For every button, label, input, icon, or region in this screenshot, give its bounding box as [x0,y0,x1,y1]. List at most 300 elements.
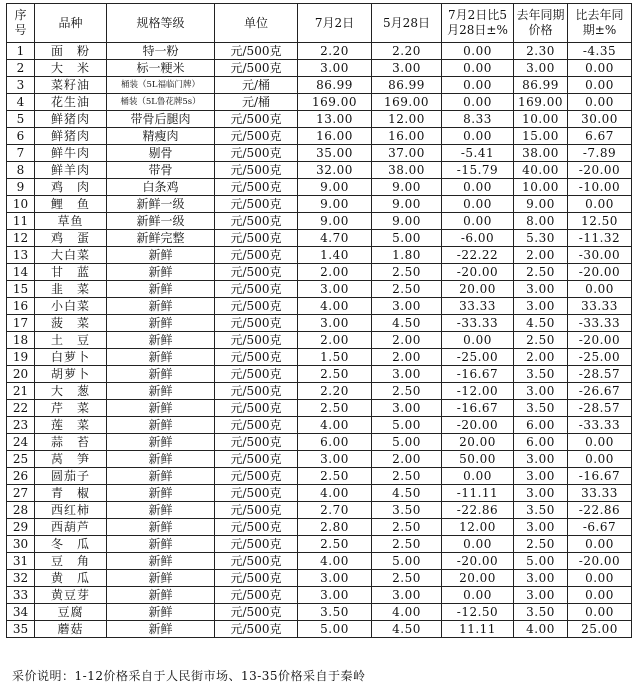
row-variety: 青 椒 [35,485,107,502]
row-no: 9 [7,179,35,196]
row-variety: 鸡 肉 [35,179,107,196]
row-unit: 元/500克 [215,60,298,77]
row-variety: 黄豆芽 [35,587,107,604]
row-jul2: 2.80 [298,519,372,536]
row-change: 50.00 [442,451,514,468]
row-last-year-price: 3.00 [514,60,568,77]
row-may28: 1.80 [372,247,442,264]
row-yoy: 0.00 [568,94,632,111]
row-yoy: 0.00 [568,196,632,213]
row-no: 21 [7,383,35,400]
row-variety: 白萝卜 [35,349,107,366]
row-no: 30 [7,536,35,553]
row-spec: 新鲜 [107,587,215,604]
row-last-year-price: 8.00 [514,213,568,230]
row-no: 33 [7,587,35,604]
row-variety: 豆腐 [35,604,107,621]
row-spec: 新鲜 [107,315,215,332]
table-row [7,519,632,536]
row-last-year-price: 2.00 [514,349,568,366]
row-last-year-price: 169.00 [514,94,568,111]
row-change: -25.00 [442,349,514,366]
row-yoy: -28.57 [568,400,632,417]
row-yoy: 12.50 [568,213,632,230]
row-unit: 元/500克 [215,434,298,451]
row-jul2: 2.50 [298,366,372,383]
row-unit: 元/500克 [215,162,298,179]
header-yoy: 比去年同期±% [568,4,632,43]
row-no: 25 [7,451,35,468]
row-variety: 莴 笋 [35,451,107,468]
row-variety: 胡萝卜 [35,366,107,383]
row-may28: 3.00 [372,366,442,383]
row-last-year-price: 86.99 [514,77,568,94]
row-unit: 元/500克 [215,519,298,536]
row-last-year-price: 38.00 [514,145,568,162]
row-no: 29 [7,519,35,536]
table-row [7,60,632,77]
table-row [7,94,632,111]
row-last-year-price: 3.00 [514,383,568,400]
row-spec: 新鲜 [107,451,215,468]
row-unit: 元/500克 [215,468,298,485]
row-no: 19 [7,349,35,366]
row-change: -12.00 [442,383,514,400]
row-no: 20 [7,366,35,383]
row-change: 0.00 [442,179,514,196]
row-variety: 圆茄子 [35,468,107,485]
row-no: 15 [7,281,35,298]
row-spec: 新鲜一级 [107,196,215,213]
row-yoy: 30.00 [568,111,632,128]
row-variety: 菜籽油 [35,77,107,94]
row-yoy: 0.00 [568,587,632,604]
row-change: 0.00 [442,128,514,145]
row-may28: 169.00 [372,94,442,111]
row-change: 12.00 [442,519,514,536]
row-may28: 12.00 [372,111,442,128]
row-last-year-price: 6.00 [514,434,568,451]
row-change: 0.00 [442,60,514,77]
row-may28: 9.00 [372,196,442,213]
row-spec: 新鲜 [107,519,215,536]
table-row [7,213,632,230]
table-row [7,264,632,281]
row-unit: 元/500克 [215,315,298,332]
table-row [7,366,632,383]
row-change: 0.00 [442,536,514,553]
row-variety: 鲜羊肉 [35,162,107,179]
row-spec: 带骨后腿肉 [107,111,215,128]
row-jul2: 1.40 [298,247,372,264]
row-may28: 3.50 [372,502,442,519]
row-yoy: 6.67 [568,128,632,145]
row-change: 20.00 [442,570,514,587]
row-change: -16.67 [442,366,514,383]
row-no: 2 [7,60,35,77]
row-change: 20.00 [442,281,514,298]
row-no: 23 [7,417,35,434]
row-may28: 2.50 [372,383,442,400]
row-spec: 剔骨 [107,145,215,162]
row-last-year-price: 4.00 [514,621,568,638]
row-last-year-price: 3.50 [514,366,568,383]
row-yoy: -20.00 [568,264,632,281]
row-last-year-price: 2.50 [514,264,568,281]
table-row [7,43,632,60]
row-yoy: 33.33 [568,485,632,502]
table-row [7,468,632,485]
price-collection-note: 采价说明：1-12价格采自于人民街市场、13-35价格采自于秦岭 [12,669,366,683]
row-change: -33.33 [442,315,514,332]
row-spec: 新鲜 [107,383,215,400]
row-change: 0.00 [442,213,514,230]
row-change: -6.00 [442,230,514,247]
row-jul2: 3.00 [298,451,372,468]
row-variety: 甘 蓝 [35,264,107,281]
row-jul2: 2.70 [298,502,372,519]
row-jul2: 3.00 [298,570,372,587]
row-spec: 新鲜 [107,264,215,281]
row-change: 11.11 [442,621,514,638]
row-variety: 西红柿 [35,502,107,519]
table-row [7,400,632,417]
row-no: 27 [7,485,35,502]
row-no: 6 [7,128,35,145]
row-spec: 新鲜 [107,417,215,434]
row-may28: 37.00 [372,145,442,162]
row-spec: 新鲜 [107,604,215,621]
header-change: 7月2日比5月28日±% [442,4,514,43]
table-row [7,128,632,145]
row-last-year-price: 3.00 [514,485,568,502]
row-no: 5 [7,111,35,128]
row-variety: 鲜牛肉 [35,145,107,162]
row-change: 0.00 [442,587,514,604]
row-change: -15.79 [442,162,514,179]
row-variety: 花生油 [35,94,107,111]
row-last-year-price: 3.50 [514,400,568,417]
row-unit: 元/500克 [215,179,298,196]
row-no: 4 [7,94,35,111]
row-may28: 2.50 [372,281,442,298]
row-variety: 黄 瓜 [35,570,107,587]
row-spec: 新鲜 [107,247,215,264]
row-variety: 韭 菜 [35,281,107,298]
row-variety: 芹 菜 [35,400,107,417]
row-may28: 2.20 [372,43,442,60]
row-spec: 新鲜 [107,485,215,502]
row-last-year-price: 2.00 [514,247,568,264]
row-unit: 元/500克 [215,570,298,587]
row-may28: 9.00 [372,179,442,196]
row-yoy: -11.32 [568,230,632,247]
row-change: -22.22 [442,247,514,264]
table-row [7,570,632,587]
row-yoy: -16.67 [568,468,632,485]
row-variety: 大 米 [35,60,107,77]
row-no: 26 [7,468,35,485]
row-yoy: 25.00 [568,621,632,638]
row-yoy: -7.89 [568,145,632,162]
row-last-year-price: 4.50 [514,315,568,332]
row-spec: 新鲜 [107,366,215,383]
row-unit: 元/500克 [215,111,298,128]
row-may28: 3.00 [372,587,442,604]
row-spec: 精瘦肉 [107,128,215,145]
row-unit: 元/500克 [215,621,298,638]
row-variety: 土 豆 [35,332,107,349]
row-no: 13 [7,247,35,264]
row-no: 17 [7,315,35,332]
row-spec: 新鲜 [107,536,215,553]
row-unit: 元/500克 [215,247,298,264]
row-unit: 元/500克 [215,383,298,400]
row-may28: 2.50 [372,264,442,281]
table-row [7,281,632,298]
row-spec: 桶装（5L鲁花牌5s） [107,94,215,111]
table-row [7,332,632,349]
table-row [7,485,632,502]
row-spec: 新鲜完整 [107,230,215,247]
row-jul2: 9.00 [298,196,372,213]
row-variety: 鸡 蛋 [35,230,107,247]
row-may28: 5.00 [372,434,442,451]
row-unit: 元/500克 [215,281,298,298]
row-no: 7 [7,145,35,162]
table-row [7,230,632,247]
row-change: 0.00 [442,77,514,94]
row-yoy: -30.00 [568,247,632,264]
row-change: 0.00 [442,332,514,349]
row-yoy: -22.86 [568,502,632,519]
row-spec: 桶装（5L福临门牌） [107,77,215,94]
row-yoy: 0.00 [568,281,632,298]
row-variety: 冬 瓜 [35,536,107,553]
row-jul2: 2.20 [298,43,372,60]
row-yoy: -6.67 [568,519,632,536]
table-row [7,553,632,570]
row-spec: 新鲜 [107,434,215,451]
row-no: 16 [7,298,35,315]
row-unit: 元/500克 [215,230,298,247]
row-unit: 元/500克 [215,264,298,281]
row-yoy: -25.00 [568,349,632,366]
row-may28: 4.50 [372,621,442,638]
row-spec: 新鲜 [107,570,215,587]
row-no: 35 [7,621,35,638]
table-row [7,502,632,519]
row-spec: 新鲜 [107,400,215,417]
row-unit: 元/500克 [215,213,298,230]
row-no: 18 [7,332,35,349]
row-last-year-price: 2.50 [514,332,568,349]
row-may28: 2.00 [372,451,442,468]
row-unit: 元/桶 [215,77,298,94]
row-may28: 3.00 [372,298,442,315]
row-may28: 5.00 [372,553,442,570]
row-change: 33.33 [442,298,514,315]
row-unit: 元/500克 [215,451,298,468]
table-row [7,196,632,213]
row-jul2: 3.00 [298,587,372,604]
row-jul2: 1.50 [298,349,372,366]
row-variety: 豆 角 [35,553,107,570]
row-no: 3 [7,77,35,94]
row-jul2: 4.00 [298,485,372,502]
row-jul2: 2.50 [298,536,372,553]
table-row [7,111,632,128]
table-row [7,77,632,94]
row-yoy: 0.00 [568,60,632,77]
row-spec: 新鲜 [107,281,215,298]
row-spec: 标一粳米 [107,60,215,77]
row-yoy: 0.00 [568,434,632,451]
row-spec: 特一粉 [107,43,215,60]
header-no: 序号 [7,4,35,43]
row-unit: 元/500克 [215,536,298,553]
row-last-year-price: 3.00 [514,281,568,298]
row-last-year-price: 10.00 [514,179,568,196]
row-variety: 鲜猪肉 [35,111,107,128]
header-unit: 单位 [215,4,298,43]
row-may28: 3.00 [372,400,442,417]
row-last-year-price: 40.00 [514,162,568,179]
row-jul2: 3.00 [298,315,372,332]
row-jul2: 9.00 [298,179,372,196]
table-row [7,247,632,264]
row-unit: 元/500克 [215,366,298,383]
row-unit: 元/500克 [215,553,298,570]
row-yoy: 0.00 [568,570,632,587]
table-row [7,145,632,162]
row-variety: 菠 菜 [35,315,107,332]
row-last-year-price: 9.00 [514,196,568,213]
row-may28: 16.00 [372,128,442,145]
row-change: -11.11 [442,485,514,502]
row-unit: 元/500克 [215,298,298,315]
row-variety: 莲 菜 [35,417,107,434]
row-may28: 9.00 [372,213,442,230]
row-last-year-price: 5.30 [514,230,568,247]
row-yoy: 0.00 [568,604,632,621]
row-may28: 5.00 [372,230,442,247]
row-jul2: 2.00 [298,332,372,349]
row-spec: 白条鸡 [107,179,215,196]
row-may28: 2.50 [372,570,442,587]
row-jul2: 3.00 [298,60,372,77]
row-yoy: -20.00 [568,162,632,179]
row-no: 24 [7,434,35,451]
row-yoy: -4.35 [568,43,632,60]
row-last-year-price: 3.00 [514,451,568,468]
row-unit: 元/500克 [215,485,298,502]
header-spec: 规格等级 [107,4,215,43]
row-may28: 86.99 [372,77,442,94]
table-row [7,434,632,451]
row-change: -22.86 [442,502,514,519]
row-last-year-price: 2.30 [514,43,568,60]
row-change: 0.00 [442,468,514,485]
row-spec: 新鲜 [107,621,215,638]
row-jul2: 2.20 [298,383,372,400]
row-last-year-price: 2.50 [514,536,568,553]
table-row [7,179,632,196]
row-no: 32 [7,570,35,587]
row-unit: 元/500克 [215,400,298,417]
row-jul2: 3.50 [298,604,372,621]
row-spec: 新鲜 [107,298,215,315]
row-jul2: 13.00 [298,111,372,128]
row-may28: 4.50 [372,315,442,332]
row-change: -16.67 [442,400,514,417]
row-spec: 带骨 [107,162,215,179]
row-yoy: -33.33 [568,315,632,332]
row-jul2: 32.00 [298,162,372,179]
header-may28: 5月28日 [372,4,442,43]
row-variety: 西葫芦 [35,519,107,536]
row-jul2: 16.00 [298,128,372,145]
row-may28: 4.00 [372,604,442,621]
row-no: 31 [7,553,35,570]
row-last-year-price: 3.00 [514,570,568,587]
table-row [7,604,632,621]
row-variety: 草鱼 [35,213,107,230]
row-change: -20.00 [442,264,514,281]
row-yoy: 0.00 [568,451,632,468]
row-may28: 2.50 [372,536,442,553]
row-last-year-price: 3.50 [514,502,568,519]
row-last-year-price: 15.00 [514,128,568,145]
row-change: -5.41 [442,145,514,162]
row-no: 11 [7,213,35,230]
row-may28: 2.00 [372,349,442,366]
row-spec: 新鲜 [107,468,215,485]
row-unit: 元/500克 [215,145,298,162]
row-yoy: -28.57 [568,366,632,383]
row-spec: 新鲜 [107,332,215,349]
row-no: 22 [7,400,35,417]
row-may28: 2.50 [372,468,442,485]
row-jul2: 2.50 [298,468,372,485]
row-unit: 元/500克 [215,332,298,349]
row-unit: 元/500克 [215,587,298,604]
table-row [7,621,632,638]
row-may28: 38.00 [372,162,442,179]
row-unit: 元/500克 [215,128,298,145]
row-no: 12 [7,230,35,247]
row-jul2: 6.00 [298,434,372,451]
row-variety: 鲜猪肉 [35,128,107,145]
row-yoy: -20.00 [568,332,632,349]
row-yoy: -20.00 [568,553,632,570]
header-variety: 品种 [35,4,107,43]
row-variety: 鲤 鱼 [35,196,107,213]
row-jul2: 4.00 [298,298,372,315]
row-change: 0.00 [442,94,514,111]
row-variety: 大白菜 [35,247,107,264]
row-no: 1 [7,43,35,60]
row-jul2: 169.00 [298,94,372,111]
row-variety: 面 粉 [35,43,107,60]
row-change: 0.00 [442,196,514,213]
row-no: 28 [7,502,35,519]
row-may28: 5.00 [372,417,442,434]
row-yoy: 0.00 [568,536,632,553]
row-last-year-price: 3.50 [514,604,568,621]
row-yoy: 33.33 [568,298,632,315]
row-jul2: 4.70 [298,230,372,247]
